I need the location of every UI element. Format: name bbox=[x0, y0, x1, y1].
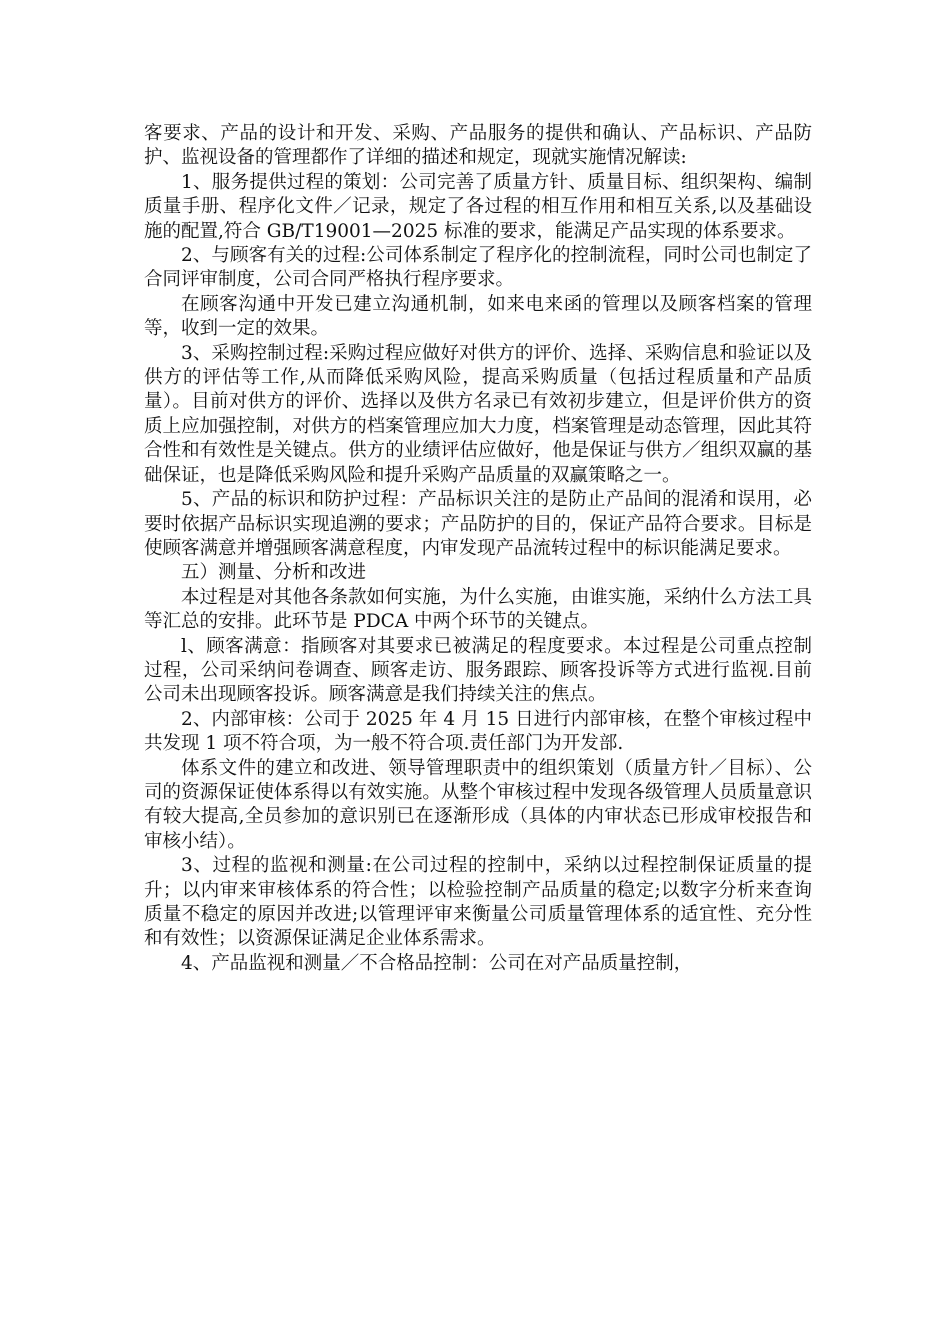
paragraph-purchasing-control: 3、采购控制过程:采购过程应做好对供方的评价、选择、采购信息和验证以及供方的评估等工作,从而降低采购风险，提高采购质量（包括过程质量和产品质量）。目前对供方的评价、选择以及供方名录已有效初步建立，但是评价供方的资质上应加强控制，对供方的档案管理应加大力度，档案管理是动态管理，因此其符合性和有效性是关键点。供方的业绩评估应做好，他是保证与供方／组织双赢的基础保证，也是降低采购风险和提升采购产品质量的双赢策略之一。 bbox=[144, 342, 812, 486]
paragraph-service-planning: 1、服务提供过程的策划：公司完善了质量方针、质量目标、组织架构、编制质量手册、程序化文件／记录，规定了各过程的相互作用和相互关系,以及基础设施的配置,符合 GB/T19001—2025 标准的要求，能满足产品实现的体系要求。 bbox=[144, 171, 812, 242]
section-heading-measurement: 五）测量、分析和改进 bbox=[181, 562, 367, 584]
paragraph-process-monitoring: 3、过程的监视和测量:在公司过程的控制中，采纳以过程控制保证质量的提升；以内审来审核体系的符合性；以检验控制产品质量的稳定;以数字分析来查询质量不稳定的原因并改进;以管理评审来衡量公司质量管理体系的适宜性、充分性和有效性；以资源保证满足企业体系需求。 bbox=[144, 855, 812, 950]
paragraph-continuation: 客要求、产品的设计和开发、采购、产品服务的提供和确认、产品标识、产品防护、监视设备的管理都作了详细的描述和规定，现就实施情况解读: bbox=[144, 123, 812, 169]
paragraph-product-monitoring: 4、产品监视和测量／不合格品控制：公司在对产品质量控制， bbox=[181, 952, 693, 974]
paragraph-audit-findings: 体系文件的建立和改进、领导管理职责中的组织策划（质量方针／目标）、公司的资源保证使体系得以有效实施。从整个审核过程中发现各级管理人员质量意识有较大提高,全员参加的意识别已在逐渐形成（具体的内审状态已形成审校报告和审核小结）。 bbox=[144, 757, 812, 852]
paragraph-customer-process: 2、与顾客有关的过程:公司体系制定了程序化的控制流程，同时公司也制定了合同评审制度，公司合同严格执行程序要求。 bbox=[144, 245, 812, 291]
document-body bbox=[144, 122, 812, 976]
paragraph-customer-communication: 在顾客沟通中开发已建立沟通机制，如来电来函的管理以及顾客档案的管理等，收到一定的效果。 bbox=[144, 293, 812, 340]
paragraph-identification-protection: 5、产品的标识和防护过程：产品标识关注的是防止产品间的混淆和误用，必要时依据产品标识实现追溯的要求；产品防护的目的，保证产品符合要求。目标是使顾客满意并增强顾客满意程度，内审发现产品流转过程中的标识能满足要求。 bbox=[144, 489, 812, 559]
paragraph-customer-satisfaction: l、顾客满意：指顾客对其要求已被满足的程度要求。本过程是公司重点控制过程，公司采纳问卷调查、顾客走访、服务跟踪、顾客投诉等方式进行监视.目前公司未出现顾客投诉。顾客满意是我们持续关注的焦点。 bbox=[144, 635, 812, 706]
paragraph-internal-audit: 2、内部审核：公司于 2025 年 4 月 15 日进行内部审核，在整个审核过程中共发现 1 项不符合项，为一般不符合项.责任部门为开发部. bbox=[144, 708, 812, 755]
paragraph-measurement-intro: 本过程是对其他各条款如何实施，为什么实施，由谁实施，采纳什么方法工具等汇总的安排。此环节是 PDCA 中两个环节的关键点。 bbox=[144, 586, 812, 633]
